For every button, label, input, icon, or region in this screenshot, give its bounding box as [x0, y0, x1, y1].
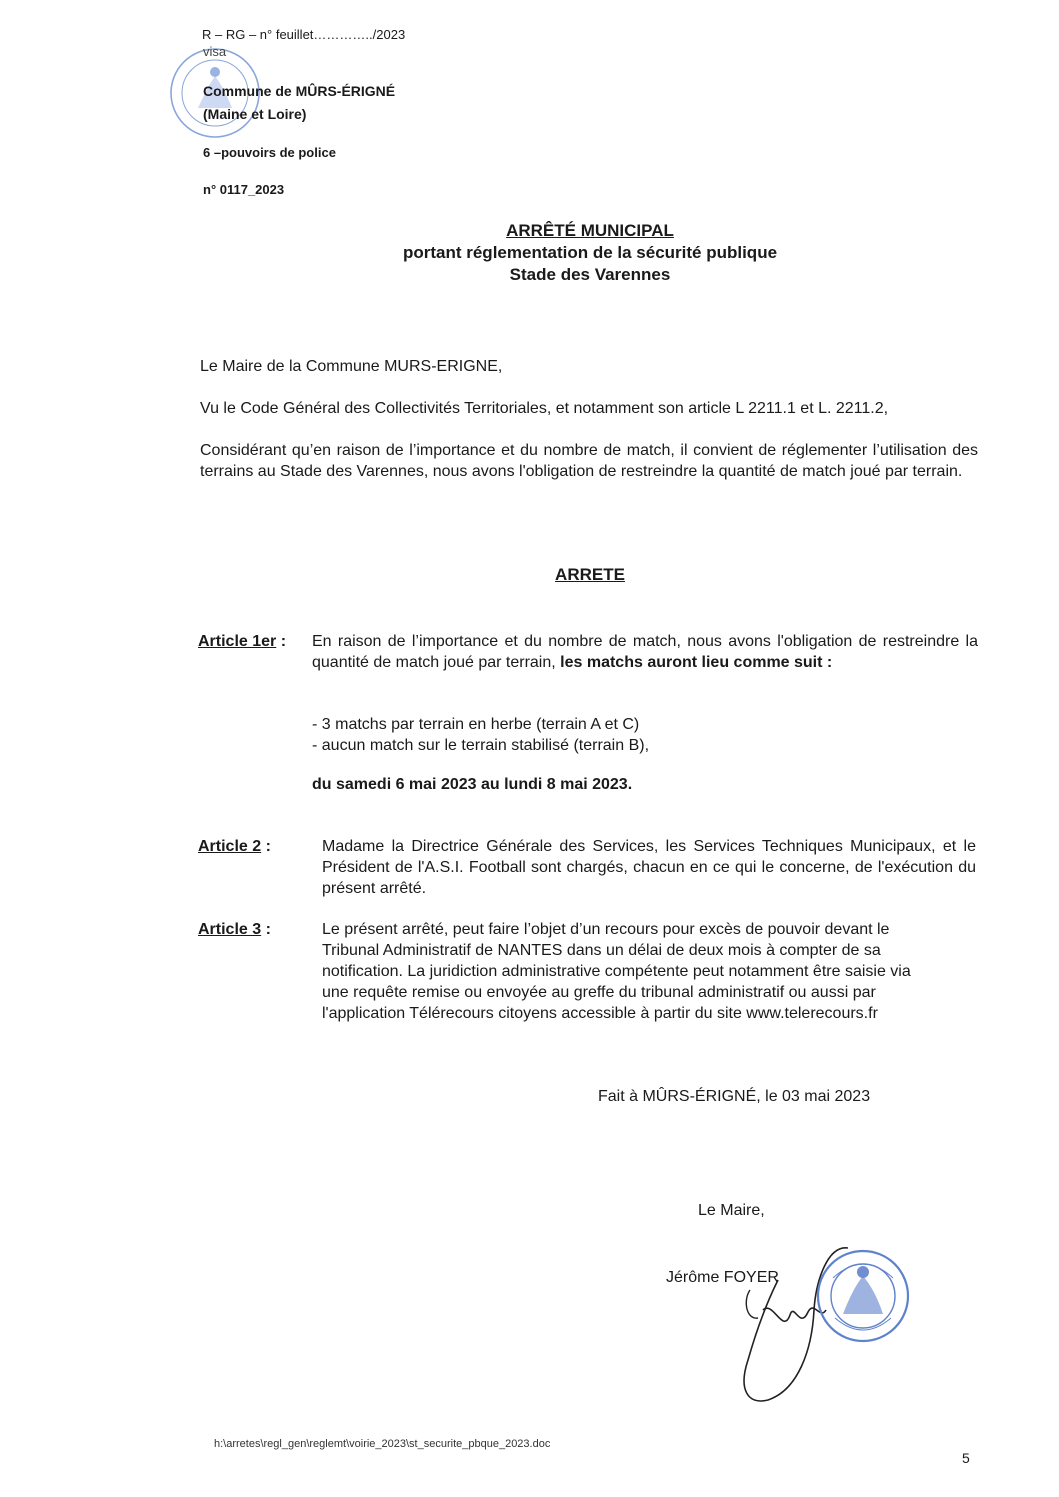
official-seal	[815, 1248, 911, 1344]
article-3-line-1: Le présent arrêté, peut faire l’objet d’un recours pour excès de pouvoir devant le	[322, 921, 890, 938]
article-2-text: Madame la Directrice Générale des Services, les Services Techniques Municipaux, et le Président de l'A.S.I. Football sont chargés, chacun en ce qui le concerne, de l'exécution du présent arrêté.	[322, 838, 976, 897]
article-3-label-text: Article 3	[198, 921, 262, 938]
visa-label: visa	[203, 44, 227, 59]
page-number: 5	[962, 1450, 970, 1466]
title-line-3: Stade des Varennes	[509, 265, 671, 284]
article-1-text-normal: En raison de l’importance et du nombre de match, nous avons l'obligation de restreindre la quantité de match joué par terrain,	[312, 633, 978, 671]
place-date: Fait à MÛRS-ÉRIGNÉ, le 03 mai 2023	[598, 1088, 871, 1105]
article-2-label	[198, 836, 271, 857]
article-3-label	[198, 919, 271, 940]
arrete-heading: ARRETE	[555, 565, 625, 584]
preamble-considerant: Considérant qu’en raison de l’importance et du nombre de match, il convient de réglementer l’utilisation des terrains au Stade des Varennes, nous avons l'obligation de restreindre la quantité de match joué par terrain.	[200, 442, 978, 480]
department: (Maine et Loire)	[203, 106, 307, 122]
article-1-colon: :	[276, 633, 287, 650]
article-1-item-2: - aucun match sur le terrain stabilisé (terrain B),	[312, 737, 650, 754]
article-3-line-2: Tribunal Administratif de NANTES dans un délai de deux mois à compter de sa	[322, 942, 881, 959]
title-line-2: portant réglementation de la sécurité publique	[402, 243, 778, 262]
article-2-label-text: Article 2	[198, 838, 262, 855]
article-3-line-4: une requête remise ou envoyée au greffe du tribunal administratif ou aussi par	[322, 984, 876, 1001]
title-line-1: ARRÊTÉ MUNICIPAL	[506, 221, 674, 240]
article-3-colon: :	[261, 921, 271, 938]
article-3-line-5: l'application Télérecours citoyens accessible à partir du site www.telerecours.fr	[322, 1005, 878, 1022]
preamble-mayor: Le Maire de la Commune MURS-ERIGNE,	[200, 358, 503, 375]
article-1-item-1: - 3 matchs par terrain en herbe (terrain A et C)	[312, 716, 640, 733]
article-3-text	[322, 919, 982, 1024]
article-1-dates: du samedi 6 mai 2023 au lundi 8 mai 2023.	[312, 776, 633, 793]
article-1-text	[312, 631, 978, 673]
title-block	[290, 220, 890, 286]
mayor-name: Jérôme FOYER	[666, 1269, 779, 1286]
arrete-number: n° 0117_2023	[203, 182, 285, 197]
article-1-text-bold: les matchs auront lieu comme suit :	[560, 654, 833, 671]
reference-line: R – RG – n° feuillet…………../2023	[202, 27, 406, 42]
article-3-line-3: notification. La juridiction administrative compétente peut notamment être saisie via	[322, 963, 911, 980]
preamble-vu: Vu le Code Général des Collectivités Territoriales, et notamment son article L 2211.1 et L. 2211.2,	[200, 400, 889, 417]
article-1-label	[198, 631, 286, 652]
file-path: h:\arretes\regl_gen\reglemt\voirie_2023\st_securite_pbque_2023.doc	[214, 1438, 551, 1450]
commune-name: Commune de MÛRS-ÉRIGNÉ	[203, 83, 396, 99]
category-line: 6 –pouvoirs de police	[203, 145, 336, 160]
mayor-role: Le Maire,	[698, 1202, 765, 1219]
article-1-label-text: Article 1er	[198, 633, 277, 650]
article-2-colon: :	[261, 838, 271, 855]
